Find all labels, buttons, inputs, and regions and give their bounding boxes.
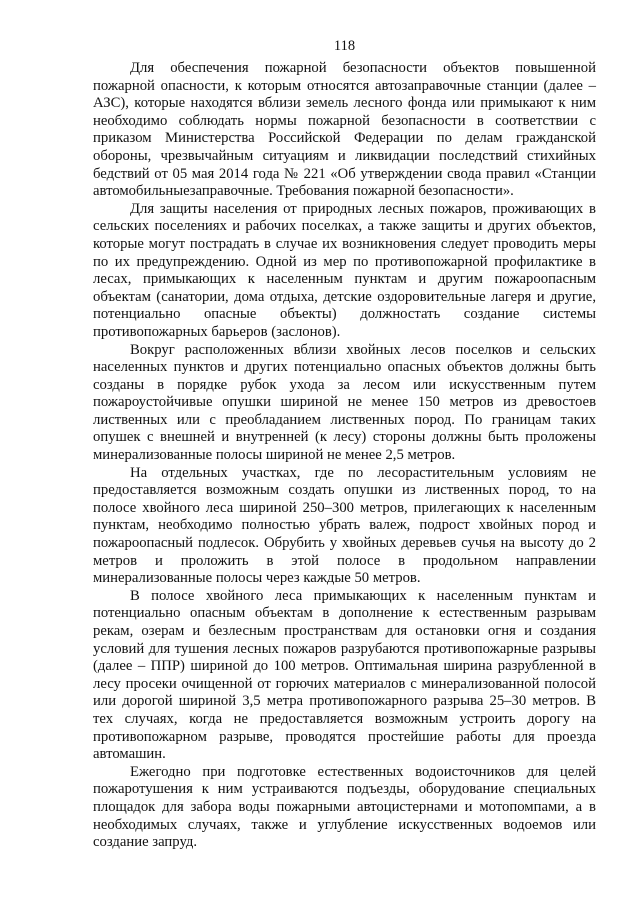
paragraph-population-protection: Для защиты населения от природных лесных пожаров, проживающих в сельских поселениях и рабочих поселках, а также защиты и других объектов, которые могут пострадать в случае их возникновения следует проводить меры по их предупреждению. Одной из мер по противопожарной профилактике в лесах, примыкающих к населенным пунктам и другим пожароопасным объектам (санатории, дома отдыха, детские оздоровительные лагеря и другие, потенциально опасные объекты) должностать создание системы противопожарных барьеров (заслонов). <box>93 200 596 340</box>
document-page <box>93 36 596 852</box>
page-number: 118 <box>333 38 356 54</box>
paragraph-water-sources: Ежегодно при подготовке естественных водоисточников для целей пожаротушения к ним устраиваются подъезды, оборудование специальных площадок для забора воды пожарными автоцистернами и мотопомпами, а в необходимых случаях, также и углубление искусственных водоемов или создание запруд. <box>93 763 596 851</box>
paragraph-firebreaks: В полосе хвойного леса примыкающих к населенным пунктам и потенциально опасным объектам в дополнение к естественным разрывам рекам, озерам и безлесным пространствам для остановки огня и создания условий для тушения лесных пожаров разрубаются противопожарные разрывы (далее – ППР) шириной до 100 метров. Оптимальная ширина разрубленной в лесу просеки очищенной от горючих материалов с минерализованной полосой или дорогой шириной 3,5 метра противопожарного разрыва 25–30 метров. В тех случаях, когда не предоставляется возможным устроить дорогу на противопожарном разрыве, проводятся простейшие работы для проезда автомашин. <box>93 587 596 763</box>
paragraph-conifer-strip: На отдельных участках, где по лесорастительным условиям не предоставляется возможным создать опушки из лиственных пород, то на полосе хвойного леса шириной 250–300 метров, прилегающих к населенным пунктам, необходимо полностью убрать валеж, подрост хвойных пород и пожароопасный подлесок. Обрубить у хвойных деревьев сучья на высоту до 2 метров и проложить в этой полосе в продольном направлении минерализованные полосы через каждые 50 метров. <box>93 464 596 587</box>
paragraph-fire-resistant-edges: Вокруг расположенных вблизи хвойных лесов поселков и сельских населенных пунктов и других потенциально опасных объектов должны быть созданы в порядке рубок ухода за лесом или искусственным путем пожароустойчивые опушки шириной не менее 150 метров из древостоев лиственных или с преобладанием лиственных пород. По границам таких опушек с внешней и внутренней (к лесу) стороны должны быть проложены минерализованные полосы шириной не менее 2,5 метров. <box>93 341 596 464</box>
paragraph-gas-stations: Для обеспечения пожарной безопасности объектов повышенной пожарной опасности, к которым относятся автозаправочные станции (далее – АЗС), которые находятся вблизи земель лесного фонда или примыкают к ним необходимо соблюдать нормы пожарной безопасности в соответствии с приказом Министерства Российской Федерации по делам гражданской обороны, чрезвычайным ситуациям и ликвидации последствий стихийных бедствий от 05 мая 2014 года № 221 «Об утверждении свода правил «Станции автомобильныезаправочные. Требования пожарной безопасности». <box>93 60 596 200</box>
